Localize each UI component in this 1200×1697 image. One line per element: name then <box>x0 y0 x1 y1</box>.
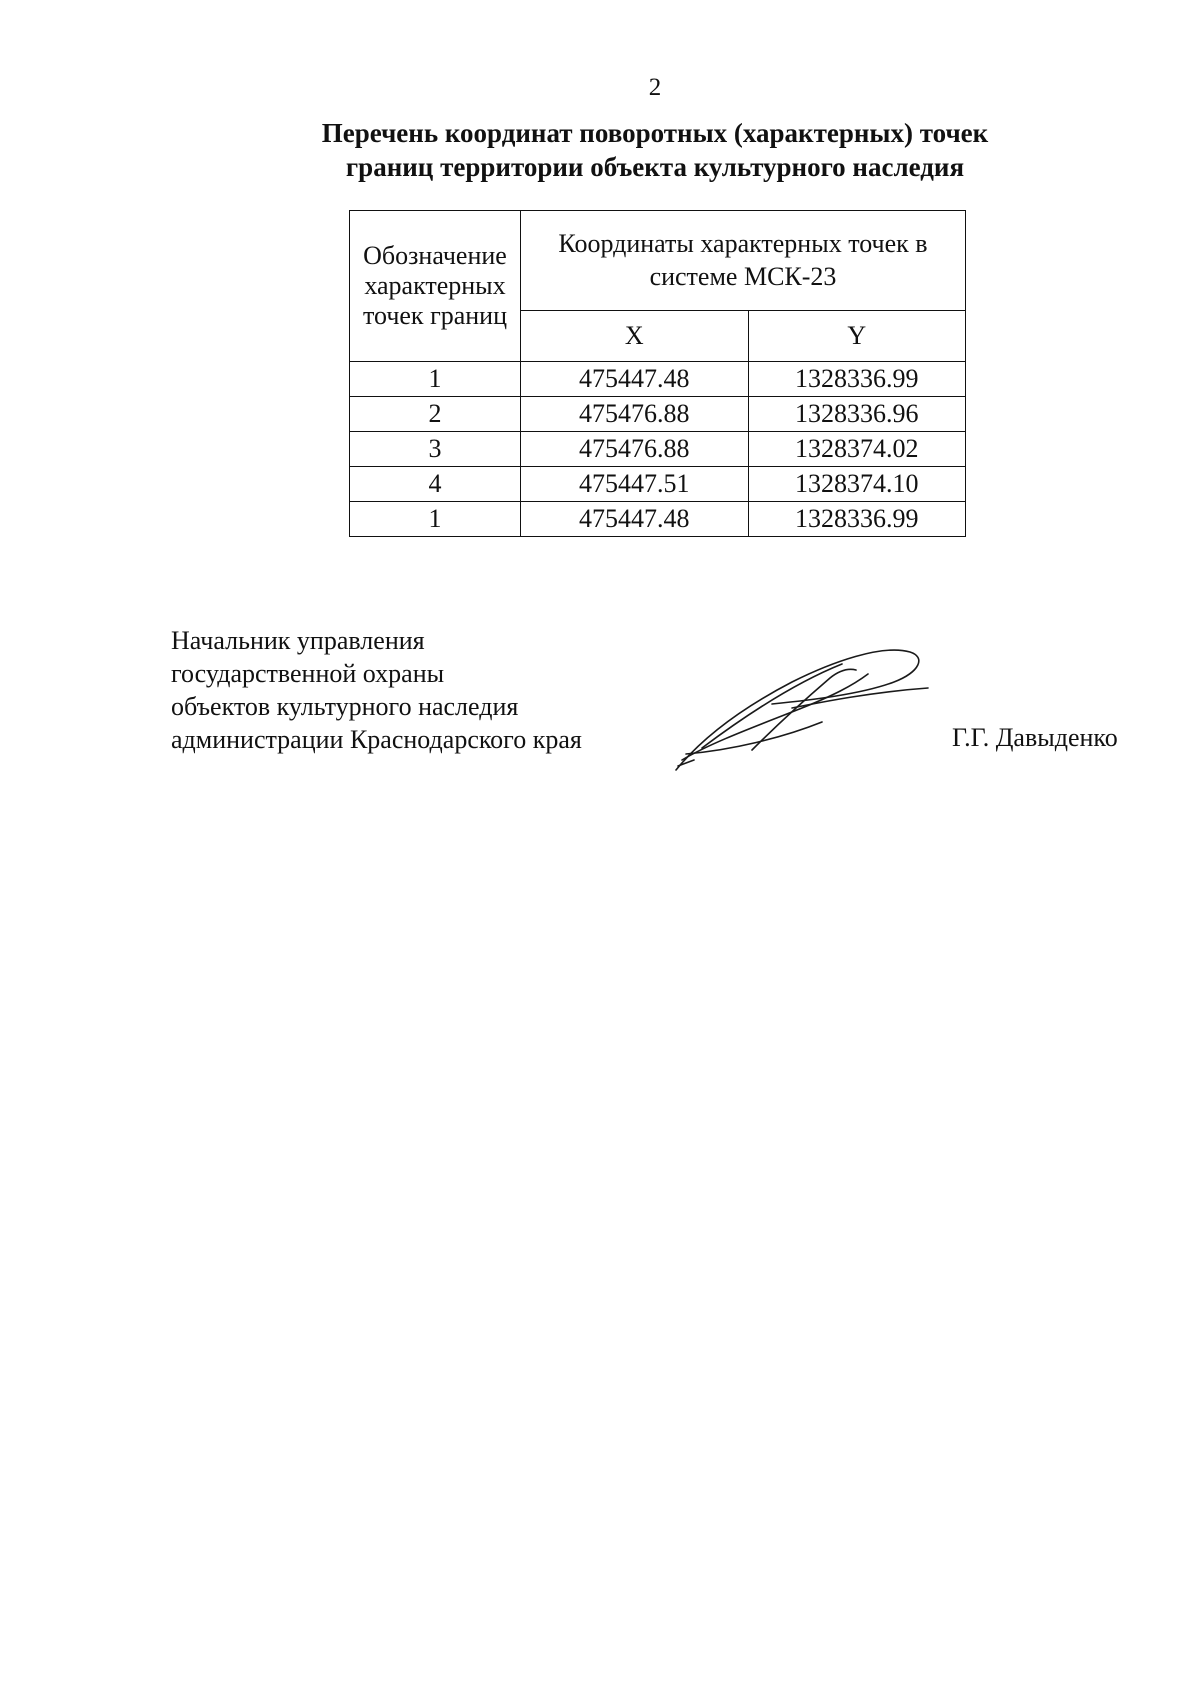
header-x: X <box>521 310 749 361</box>
y-cell: 1328374.02 <box>748 432 966 467</box>
page-number: 2 <box>648 74 662 101</box>
title-line-1: Перечень координат поворотных (характерных) точек <box>321 118 989 148</box>
x-cell: 475447.51 <box>521 467 749 502</box>
position-line: объектов культурного наследия <box>171 692 519 721</box>
y-cell: 1328336.99 <box>748 362 966 397</box>
y-cell: 1328336.99 <box>748 502 966 537</box>
header-designation-cell <box>350 211 521 362</box>
position-line: государственной охраны <box>171 659 445 688</box>
header-designation-line: точек границ <box>362 301 508 330</box>
header-coordinates-cell <box>521 211 966 311</box>
x-cell: 475447.48 <box>521 362 749 397</box>
x-cell: 475447.48 <box>521 502 749 537</box>
point-cell: 1 <box>350 502 521 537</box>
coordinates-table <box>349 210 966 537</box>
y-cell: 1328374.10 <box>748 467 966 502</box>
table-row <box>350 362 966 397</box>
x-cell: 475476.88 <box>521 432 749 467</box>
header-y: Y <box>748 310 966 361</box>
handwritten-signature <box>672 638 942 774</box>
header-coordinates-line: системе МСК-23 <box>649 262 837 292</box>
point-cell: 2 <box>350 397 521 432</box>
point-cell: 4 <box>350 467 521 502</box>
title-line-2: границ территории объекта культурного наследия <box>345 152 965 182</box>
point-cell: 1 <box>350 362 521 397</box>
table-row <box>350 397 966 432</box>
x-cell: 475476.88 <box>521 397 749 432</box>
position-line: Начальник управления <box>171 626 425 655</box>
table-row <box>350 502 966 537</box>
header-designation-line: характерных <box>364 271 506 300</box>
signatory-name: Г.Г. Давыденко <box>952 723 1118 752</box>
table-header-row <box>350 211 966 311</box>
table-row <box>350 467 966 502</box>
position-line: администрации Краснодарского края <box>171 725 582 754</box>
header-designation-line: Обозначение <box>363 241 507 270</box>
document-title <box>0 116 1200 184</box>
table-row <box>350 432 966 467</box>
signatory-position <box>171 624 582 756</box>
point-cell: 3 <box>350 432 521 467</box>
y-cell: 1328336.96 <box>748 397 966 432</box>
header-coordinates-line: Координаты характерных точек в <box>558 229 928 259</box>
